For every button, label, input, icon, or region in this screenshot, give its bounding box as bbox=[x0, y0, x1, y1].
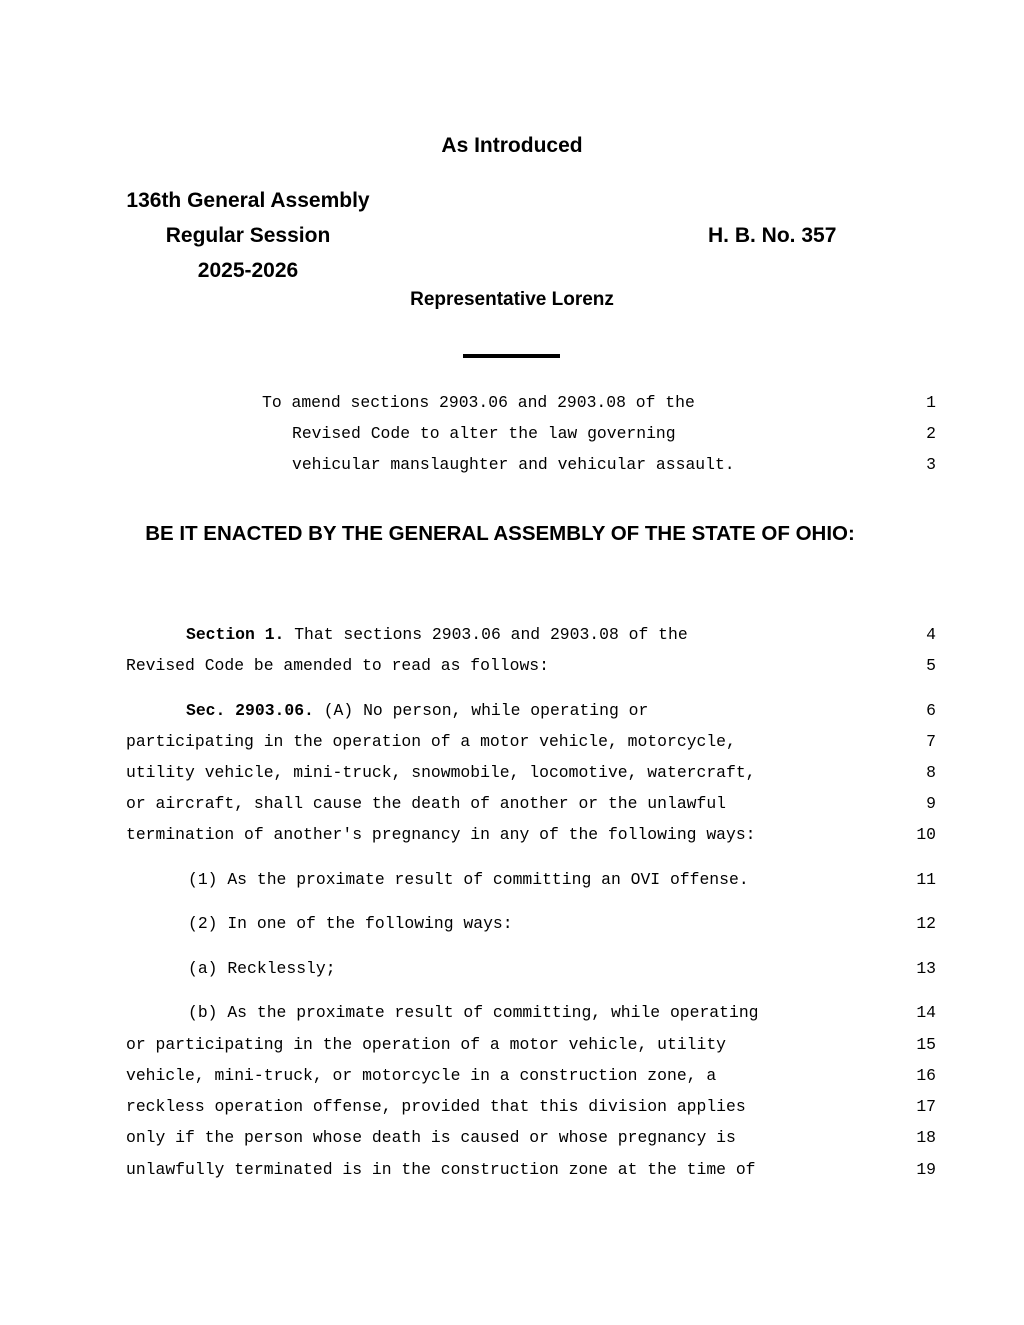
body-line: participating in the operation of a motor vehicle, motorcycle, bbox=[126, 732, 736, 751]
line-number: 17 bbox=[916, 1097, 936, 1116]
line-number: 9 bbox=[926, 794, 936, 813]
line-number: 16 bbox=[916, 1066, 936, 1085]
line-number: 1 bbox=[926, 393, 936, 412]
line-number: 4 bbox=[926, 625, 936, 644]
line-number: 7 bbox=[926, 732, 936, 751]
sec-2903-06-first-line bbox=[186, 701, 648, 720]
line-number: 14 bbox=[916, 1003, 936, 1022]
title-line: vehicular manslaughter and vehicular assault. bbox=[292, 455, 735, 474]
line-number: 11 bbox=[916, 870, 936, 889]
body-line: only if the person whose death is caused or whose pregnancy is bbox=[126, 1128, 736, 1147]
body-line: or participating in the operation of a motor vehicle, utility bbox=[126, 1035, 726, 1054]
line-number: 2 bbox=[926, 424, 936, 443]
body-line: unlawfully terminated is in the construction zone at the time of bbox=[126, 1160, 756, 1179]
body-text: That sections 2903.06 and 2903.08 of the bbox=[294, 625, 688, 644]
body-line: or aircraft, shall cause the death of another or the unlawful bbox=[126, 794, 726, 813]
body-line: utility vehicle, mini-truck, snowmobile, locomotive, watercraft, bbox=[126, 763, 756, 782]
line-number: 19 bbox=[916, 1160, 936, 1179]
line-number: 12 bbox=[916, 914, 936, 933]
section-label: Section 1. bbox=[186, 625, 285, 644]
division-item: (2) In one of the following ways: bbox=[188, 914, 513, 933]
session-years: 2025-2026 bbox=[197, 259, 299, 282]
line-number: 18 bbox=[916, 1128, 936, 1147]
line-number: 5 bbox=[926, 656, 936, 675]
divider-rule bbox=[463, 354, 560, 358]
enacting-clause: BE IT ENACTED BY THE GENERAL ASSEMBLY OF THE STATE OF OHIO: bbox=[145, 522, 855, 545]
sponsor: Representative Lorenz bbox=[410, 289, 614, 310]
body-line: termination of another's pregnancy in any of the following ways: bbox=[126, 825, 756, 844]
line-number: 13 bbox=[916, 959, 936, 978]
section-label: Sec. 2903.06. bbox=[186, 701, 314, 720]
body-line: (b) As the proximate result of committing, while operating bbox=[188, 1003, 759, 1022]
line-number: 10 bbox=[916, 825, 936, 844]
body-text: (A) No person, while operating or bbox=[323, 701, 649, 720]
session-type: Regular Session bbox=[165, 224, 331, 247]
line-number: 15 bbox=[916, 1035, 936, 1054]
body-line: reckless operation offense, provided that this division applies bbox=[126, 1097, 746, 1116]
bill-status: As Introduced bbox=[441, 134, 583, 157]
section-1-first-line bbox=[186, 625, 688, 644]
line-number: 6 bbox=[926, 701, 936, 720]
general-assembly: 136th General Assembly bbox=[126, 189, 370, 212]
division-item: (1) As the proximate result of committing an OVI offense. bbox=[188, 870, 749, 889]
body-line: vehicle, mini-truck, or motorcycle in a construction zone, a bbox=[126, 1066, 717, 1085]
line-number: 3 bbox=[926, 455, 936, 474]
bill-number: H. B. No. 357 bbox=[708, 224, 837, 247]
division-item: (a) Recklessly; bbox=[188, 959, 336, 978]
body-line: Revised Code be amended to read as follows: bbox=[126, 656, 549, 675]
line-number: 8 bbox=[926, 763, 936, 782]
title-line: To amend sections 2903.06 and 2903.08 of the bbox=[262, 393, 695, 412]
title-line: Revised Code to alter the law governing bbox=[292, 424, 676, 443]
